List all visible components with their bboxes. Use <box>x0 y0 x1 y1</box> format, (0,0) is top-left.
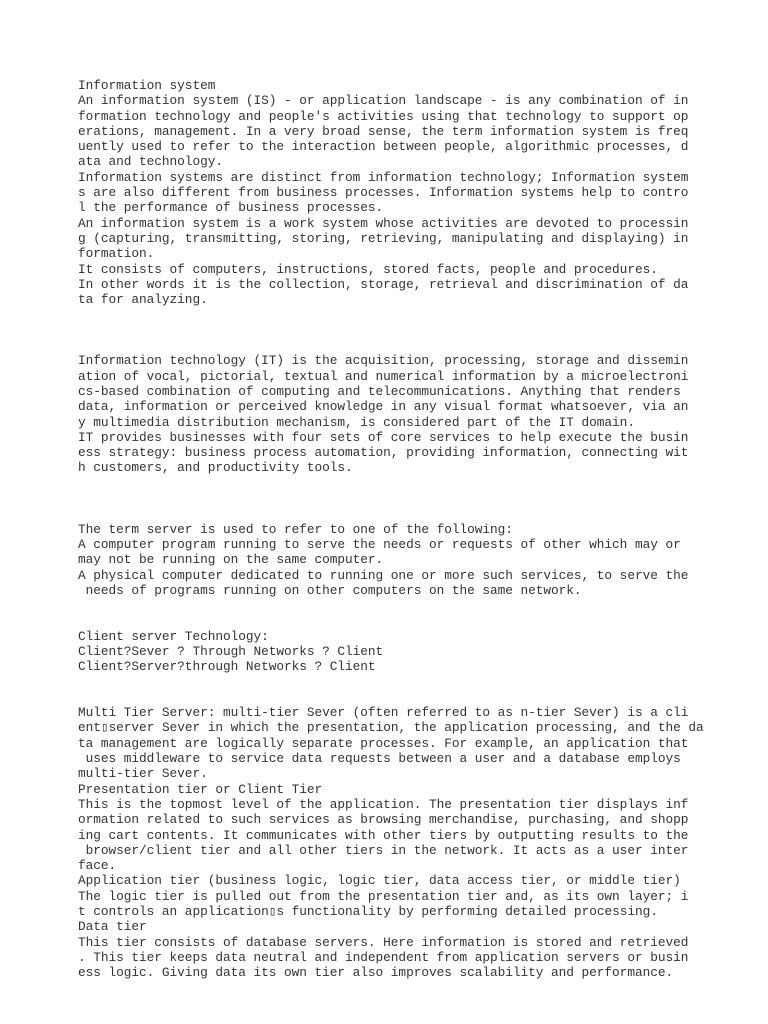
section-client-server <box>78 629 718 675</box>
text-line: may not be running on the same computer. <box>78 552 384 568</box>
section-information-technology <box>78 353 718 475</box>
text-line: ing cart contents. It communicates with other tiers by outputting results to the <box>78 827 689 843</box>
text-line: ation of vocal, pictorial, textual and numerical information by a microelectroni <box>78 368 689 384</box>
text-line: This is the topmost level of the application. The presentation tier displays inf <box>78 796 689 812</box>
section-heading: Application tier (business logic, logic tier, data access tier, or middle tier) <box>78 873 681 889</box>
document-page <box>78 78 718 981</box>
text-line: A computer program running to serve the needs or requests of other which may or <box>78 536 681 552</box>
blank-line <box>78 323 718 338</box>
blank-line <box>78 506 718 521</box>
text-line: In other words it is the collection, storage, retrieval and discrimination of da <box>78 276 689 292</box>
blank-line <box>78 476 718 491</box>
blank-line <box>78 491 718 506</box>
text-line: The term server is used to refer to one of the following: <box>78 521 513 537</box>
text-line: ormation related to such services as browsing merchandise, purchasing, and shopp <box>78 812 689 828</box>
text-line: Client?Sever ? Through Networks ? Client <box>78 643 384 659</box>
text-line: formation. <box>78 246 155 262</box>
text-line: Information systems are distinct from information technology; Information system <box>78 169 689 185</box>
section-information-system <box>78 78 718 307</box>
text-line: data, information or perceived knowledge in any visual format whatsoever, via an <box>78 399 689 415</box>
text-line: ta for analyzing. <box>78 292 208 308</box>
section-heading: Presentation tier or Client Tier <box>78 781 323 797</box>
text-line: t controls an application▯s functionality by performing detailed processing. <box>78 904 658 920</box>
text-line: IT provides businesses with four sets of core services to help execute the busin <box>78 429 689 445</box>
section-heading: Data tier <box>78 919 147 935</box>
section-multi-tier <box>78 705 718 980</box>
blank-line <box>78 598 718 613</box>
text-line: This tier consists of database servers. Here information is stored and retrieved <box>78 934 689 950</box>
text-line: It consists of computers, instructions, stored facts, people and procedures. <box>78 261 658 277</box>
text-line: face. <box>78 858 117 874</box>
blank-line <box>78 690 718 705</box>
text-line: y multimedia distribution mechanism, is considered part of the IT domain. <box>78 414 635 430</box>
text-line: h customers, and productivity tools. <box>78 460 353 476</box>
text-line: The logic tier is pulled out from the presentation tier and, as its own layer; i <box>78 888 689 904</box>
text-line: A physical computer dedicated to running one or more such services, to serve the <box>78 567 689 583</box>
text-line: g (capturing, transmitting, storing, retrieving, manipulating and displaying) in <box>78 230 689 246</box>
text-line: s are also different from business processes. Information systems help to contro <box>78 185 689 201</box>
text-line: Client?Server?through Networks ? Client <box>78 659 376 675</box>
text-line: uses middleware to service data requests between a user and a database employs <box>78 751 681 767</box>
text-line: ess logic. Giving data its own tier also improves scalability and performance. <box>78 965 674 981</box>
text-line: cs-based combination of computing and telecommunications. Anything that renders <box>78 383 681 399</box>
text-line: ent▯server Sever in which the presentation, the application processing, and the da <box>78 720 704 736</box>
section-heading: Client server Technology: <box>78 628 269 644</box>
text-line: l the performance of business processes. <box>78 200 384 216</box>
text-line: formation technology and people's activities using that technology to support op <box>78 108 689 124</box>
text-line: Information technology (IT) is the acquisition, processing, storage and dissemin <box>78 353 689 369</box>
section-heading: Information system <box>78 78 216 93</box>
text-line: ta management are logically separate processes. For example, an application that <box>78 735 689 751</box>
text-line: An information system is a work system whose activities are devoted to processin <box>78 215 689 231</box>
text-line: An information system (IS) - or application landscape - is any combination of in <box>78 93 689 109</box>
text-line: . This tier keeps data neutral and independent from application servers or busin <box>78 949 689 965</box>
text-line: uently used to refer to the interaction between people, algorithmic processes, d <box>78 139 689 155</box>
text-line: Multi Tier Server: multi-tier Sever (often referred to as n-tier Sever) is a cli <box>78 705 689 721</box>
text-line: multi-tier Sever. <box>78 766 208 782</box>
text-line: ess strategy: business process automation, providing information, connecting wit <box>78 445 689 461</box>
blank-line <box>78 307 718 322</box>
text-line: needs of programs running on other computers on the same network. <box>78 582 582 598</box>
blank-line <box>78 613 718 628</box>
section-server <box>78 522 718 598</box>
blank-line <box>78 675 718 690</box>
text-line: erations, management. In a very broad sense, the term information system is freq <box>78 123 689 139</box>
text-line: browser/client tier and all other tiers in the network. It acts as a user inter <box>78 842 689 858</box>
blank-line <box>78 338 718 353</box>
text-line: ata and technology. <box>78 154 223 170</box>
